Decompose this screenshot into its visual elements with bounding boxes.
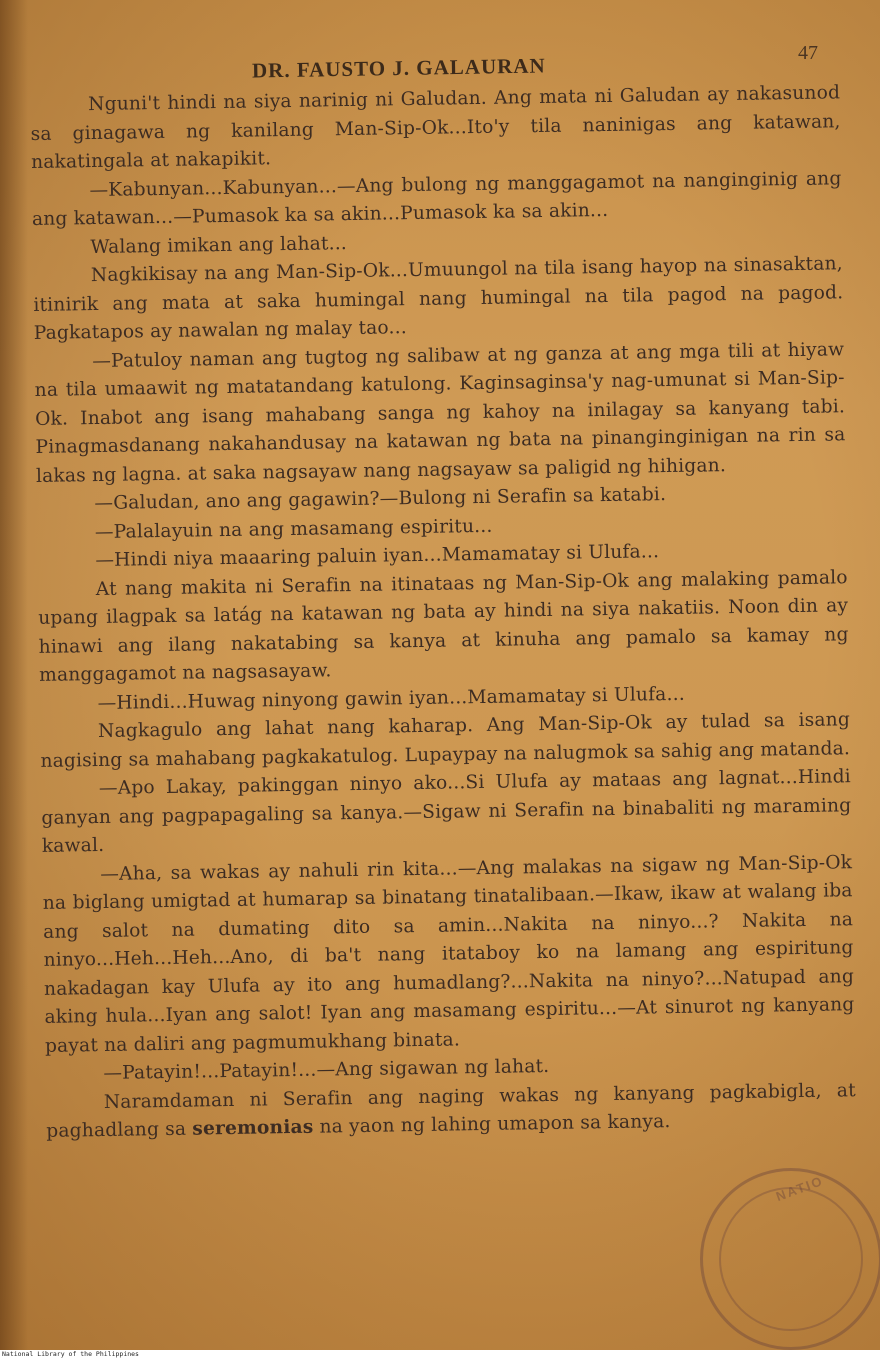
paragraph: Nagkagulo ang lahat nang kaharap. Ang Man-Sip-Ok ay tulad sa isang nagising sa mahabang pagkakatulog. Lupaypay na nalugmok sa sahig ang matanda. bbox=[40, 709, 851, 772]
paragraph: At nang makita ni Serafin na itinataas ng Man-Sip-Ok ang malaking pamalo upang ilagpak sa latág na katawan ng bata ay hindi na siya nakatiis. Noon din ay hinawi ang ilang nakatabing sa kanya at kinuha ang pamalo sa kamay ng manggagamot na nagsasayaw. bbox=[38, 566, 849, 686]
library-stamp bbox=[700, 1168, 880, 1350]
text-run: Naramdaman ni Serafin ang naging wakas ng kanyang pagkabigla, at paghadlang sa bbox=[46, 1079, 856, 1142]
paragraph: —Hindi...Huwag ninyong gawin iyan...Mamamatay si Ulufa... bbox=[97, 683, 686, 714]
paragraph: —Kabunyan...Kabunyan...—Ang bulong ng manggagamot na nanginginig ang ang katawan...—Pumasok ka sa akin...Pumasok ka sa akin... bbox=[31, 167, 842, 230]
paragraph-last bbox=[46, 1077, 857, 1147]
page-number: 47 bbox=[798, 42, 818, 64]
paragraph: —Galudan, ano ang gagawin?—Bulong ni Serafin sa katabi. bbox=[94, 484, 667, 515]
paragraph: —Patuloy naman ang tugtog ng salibaw at ng ganza at ang mga tili at hiyaw na tila umaawit ng matatandang katulong. Kaginsaginsa'y nag-umunat si Man-Sip-Ok. Inabot ang isang mahabang sanga ng kahoy na inilagay sa kanyang tabi. Pinagmasdanang nakahandusay na katawan ng bata na pinanginginigan na rin sa lakas ng lagna. at saka nagsayaw nang nagsayaw sa paligid ng hihigan. bbox=[34, 338, 846, 487]
paragraph: Nagkikisay na ang Man-Sip-Ok...Umuungol na tila isang hayop na sinasaktan, itinirik ang mata at saka humingal nang humingal na tila pagod na pagod. Pagkatapos ay nawalan ng malay tao... bbox=[33, 253, 844, 344]
emphasized-word: seremonias bbox=[192, 1116, 314, 1140]
library-credit: National Library of the Philippines bbox=[2, 1350, 139, 1358]
paragraph: —Patayin!...Patayin!...—Ang sigawan ng lahat. bbox=[103, 1055, 550, 1084]
page-shadow bbox=[0, 0, 28, 1350]
stamp-text: NATIO bbox=[773, 1172, 826, 1205]
body-text bbox=[30, 79, 856, 1146]
paragraph: —Palalayuin na ang masamang espiritu... bbox=[94, 515, 493, 543]
running-title: DR. FAUSTO J. GALAURAN bbox=[251, 53, 546, 83]
text-run: na yaon ng lahing umapon sa kanya. bbox=[313, 1111, 671, 1138]
paragraph: Walang imikan ang lahat... bbox=[90, 232, 348, 258]
paragraph: —Aha, sa wakas ay nahuli rin kita...—Ang malakas na sigaw ng Man-Sip-Ok na biglang umigtad at humarap sa binatang tinatalibaan.—Ikaw, ikaw at walang iba ang salot na dumating dito sa amin...Nakita na ninyo...? Nakita na ninyo...Heh...Heh...Ano, di ba't nang itataboy ko na lamang ang espiritung nakadagan kay Ulufa ay ito ang humadlang?...Nakita na ninyo?...Natupad ang aking hula...Iyan ang salot! Iyan ang masamang espiritu...—At sinurot ng kanyang payat na daliri ang pagmumukhang binata. bbox=[42, 851, 855, 1057]
paragraph: Nguni't hindi na siya narinig ni Galudan. Ang mata ni Galudan ay nakasunod sa ginagawa ng kanilang Man-Sip-Ok...Ito'y tila naninigas ang katawan, nakatingala at nakapikit. bbox=[30, 82, 841, 173]
stamp-inner-ring bbox=[719, 1187, 863, 1331]
paragraph: —Apo Lakay, pakinggan ninyo ako...Si Ulufa ay mataas ang lagnat...Hindi ganyan ang pagpapagaling sa kanya.—Sigaw ni Serafin na binabaliti ng maraming kawal. bbox=[41, 766, 852, 857]
paragraph: —Hindi niya maaaring paluin iyan...Mamamatay si Ulufa... bbox=[95, 541, 660, 572]
